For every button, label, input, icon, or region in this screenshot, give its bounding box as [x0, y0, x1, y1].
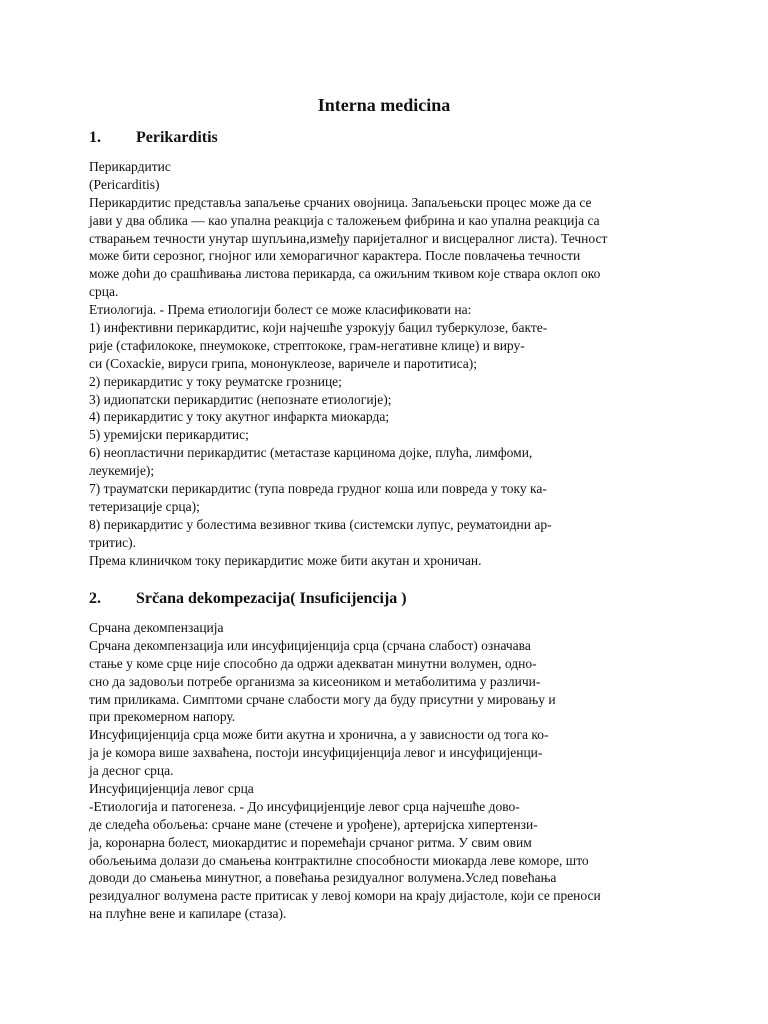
- text-line: стварањем течности унутар шупљина,између паријеталног и висцералног листа). Течност: [89, 230, 608, 246]
- text-line: (Pericarditis): [89, 176, 160, 192]
- text-line: де следећа обољења: срчане мане (стечене и урођене), артеријска хипертензи-: [89, 816, 538, 832]
- text-line: Перикардитис представља запаљење срчаних овојница. Запаљењски процес може да се: [89, 194, 592, 210]
- section-heading-srcana-dekompenzacija: [89, 588, 407, 610]
- text-line: 6) неопластични перикардитис (метастазе карцинома дојке, плућа, лимфоми,: [89, 445, 533, 461]
- text-line: јави у два облика — као упална реакција с таложењем фибрина и као упална реакција са: [89, 212, 600, 228]
- text-line: на плућне вене и капиларе (стаза).: [89, 906, 287, 922]
- document-title: Interna medicina: [317, 95, 451, 115]
- text-line: доводи до смањења минутног, а повећања резидуалног волумена.Услед повећања: [89, 870, 557, 886]
- text-line: ја је комора више захваћена, постоји инсуфицијенција левог и инсуфицијенци-: [89, 745, 543, 761]
- text-line: може доћи до срашћивања листова перикарда, са ожиљним ткивом које ствара оклоп око: [89, 266, 601, 282]
- text-line: 2) перикардитис у току реуматске грознице;: [89, 373, 342, 389]
- text-line: обољењима долази до смањења контрактилне способности миокарда леве коморе, што: [89, 852, 589, 868]
- text-line: -Етиологија и патогенеза. - До инсуфицијенције левог срца најчешће дово-: [89, 798, 520, 814]
- section-number: 1.: [89, 129, 101, 146]
- text-line: Етиологија. - Према етиологији болест се може класификовати на:: [89, 302, 472, 318]
- text-line: Срчана декомпензација или инсуфицијенција срца (срчана слабост) означава: [89, 637, 531, 653]
- text-line: Инсуфицијенција левог срца: [89, 781, 254, 797]
- text-line: резидуалног волумена расте притисак у левој комори на крају дијастоле, који се преноси: [89, 888, 601, 904]
- text-line: Срчана декомпензација: [89, 620, 224, 635]
- text-line: сно да задовољи потребе организма за кисеоником и метаболитима у различи-: [89, 673, 541, 689]
- text-line: леукемије);: [89, 463, 155, 479]
- text-line: срца.: [89, 284, 119, 300]
- text-line: тетеризације срца);: [89, 498, 200, 514]
- section-body-srcana-dekompenzacija: [89, 619, 689, 923]
- section-title: Srčana dekompezacija( Insuficijencija ): [136, 590, 407, 607]
- text-line: си (Coxackie, вируси грипа, мононуклеозе, варичеле и паротитиса);: [89, 355, 477, 371]
- text-line: 3) идиопатски перикардитис (непознате етиологије);: [89, 391, 392, 407]
- text-line: 4) перикардитис у току акутног инфаркта миокарда;: [89, 409, 390, 425]
- text-line: може бити серозног, гнојног или хеморагичног карактера. После повлачења течности: [89, 248, 581, 264]
- text-line: 8) перикардитис у болестима везивног ткива (системски лупус, реуматоидни ар-: [89, 516, 552, 532]
- text-line: тим приликама. Симптоми срчане слабости могу да буду присутни у мировању и: [89, 691, 556, 707]
- text-line: тритис).: [89, 534, 137, 550]
- text-line: при прекомерном напору.: [89, 709, 236, 725]
- text-line: 7) трауматски перикардитис (тупа повреда грудног коша или повреда у току ка-: [89, 481, 547, 497]
- section-title: Perikarditis: [136, 129, 218, 146]
- text-line: Инсуфицијенција срца може бити акутна и хронична, а у зависности од тога ко-: [89, 727, 549, 743]
- text-line: 5) уремијски перикардитис;: [89, 427, 249, 443]
- section-body-perikarditis: [89, 158, 689, 569]
- text-line: ја десног срца.: [89, 763, 174, 779]
- text-line: 1) инфективни перикардитис, који најчешће узрокују бацил туберкулозе, бакте-: [89, 320, 548, 336]
- section-number: 2.: [89, 590, 101, 607]
- text-line: Перикардитис: [89, 159, 171, 174]
- text-line: ја, коронарна болест, миокардитис и поремећаји срчаног ритма. У свим овим: [89, 834, 532, 850]
- text-line: стање у коме срце није способно да одржи адекватан минутни волумен, одно-: [89, 655, 537, 671]
- text-line: Према клиничком току перикардитис може бити акутан и хроничан.: [89, 552, 482, 568]
- text-line: рије (стафилококе, пнеумококе, стрептококе, грам-негативне клице) и виру-: [89, 337, 525, 353]
- section-heading-perikarditis: [89, 127, 218, 149]
